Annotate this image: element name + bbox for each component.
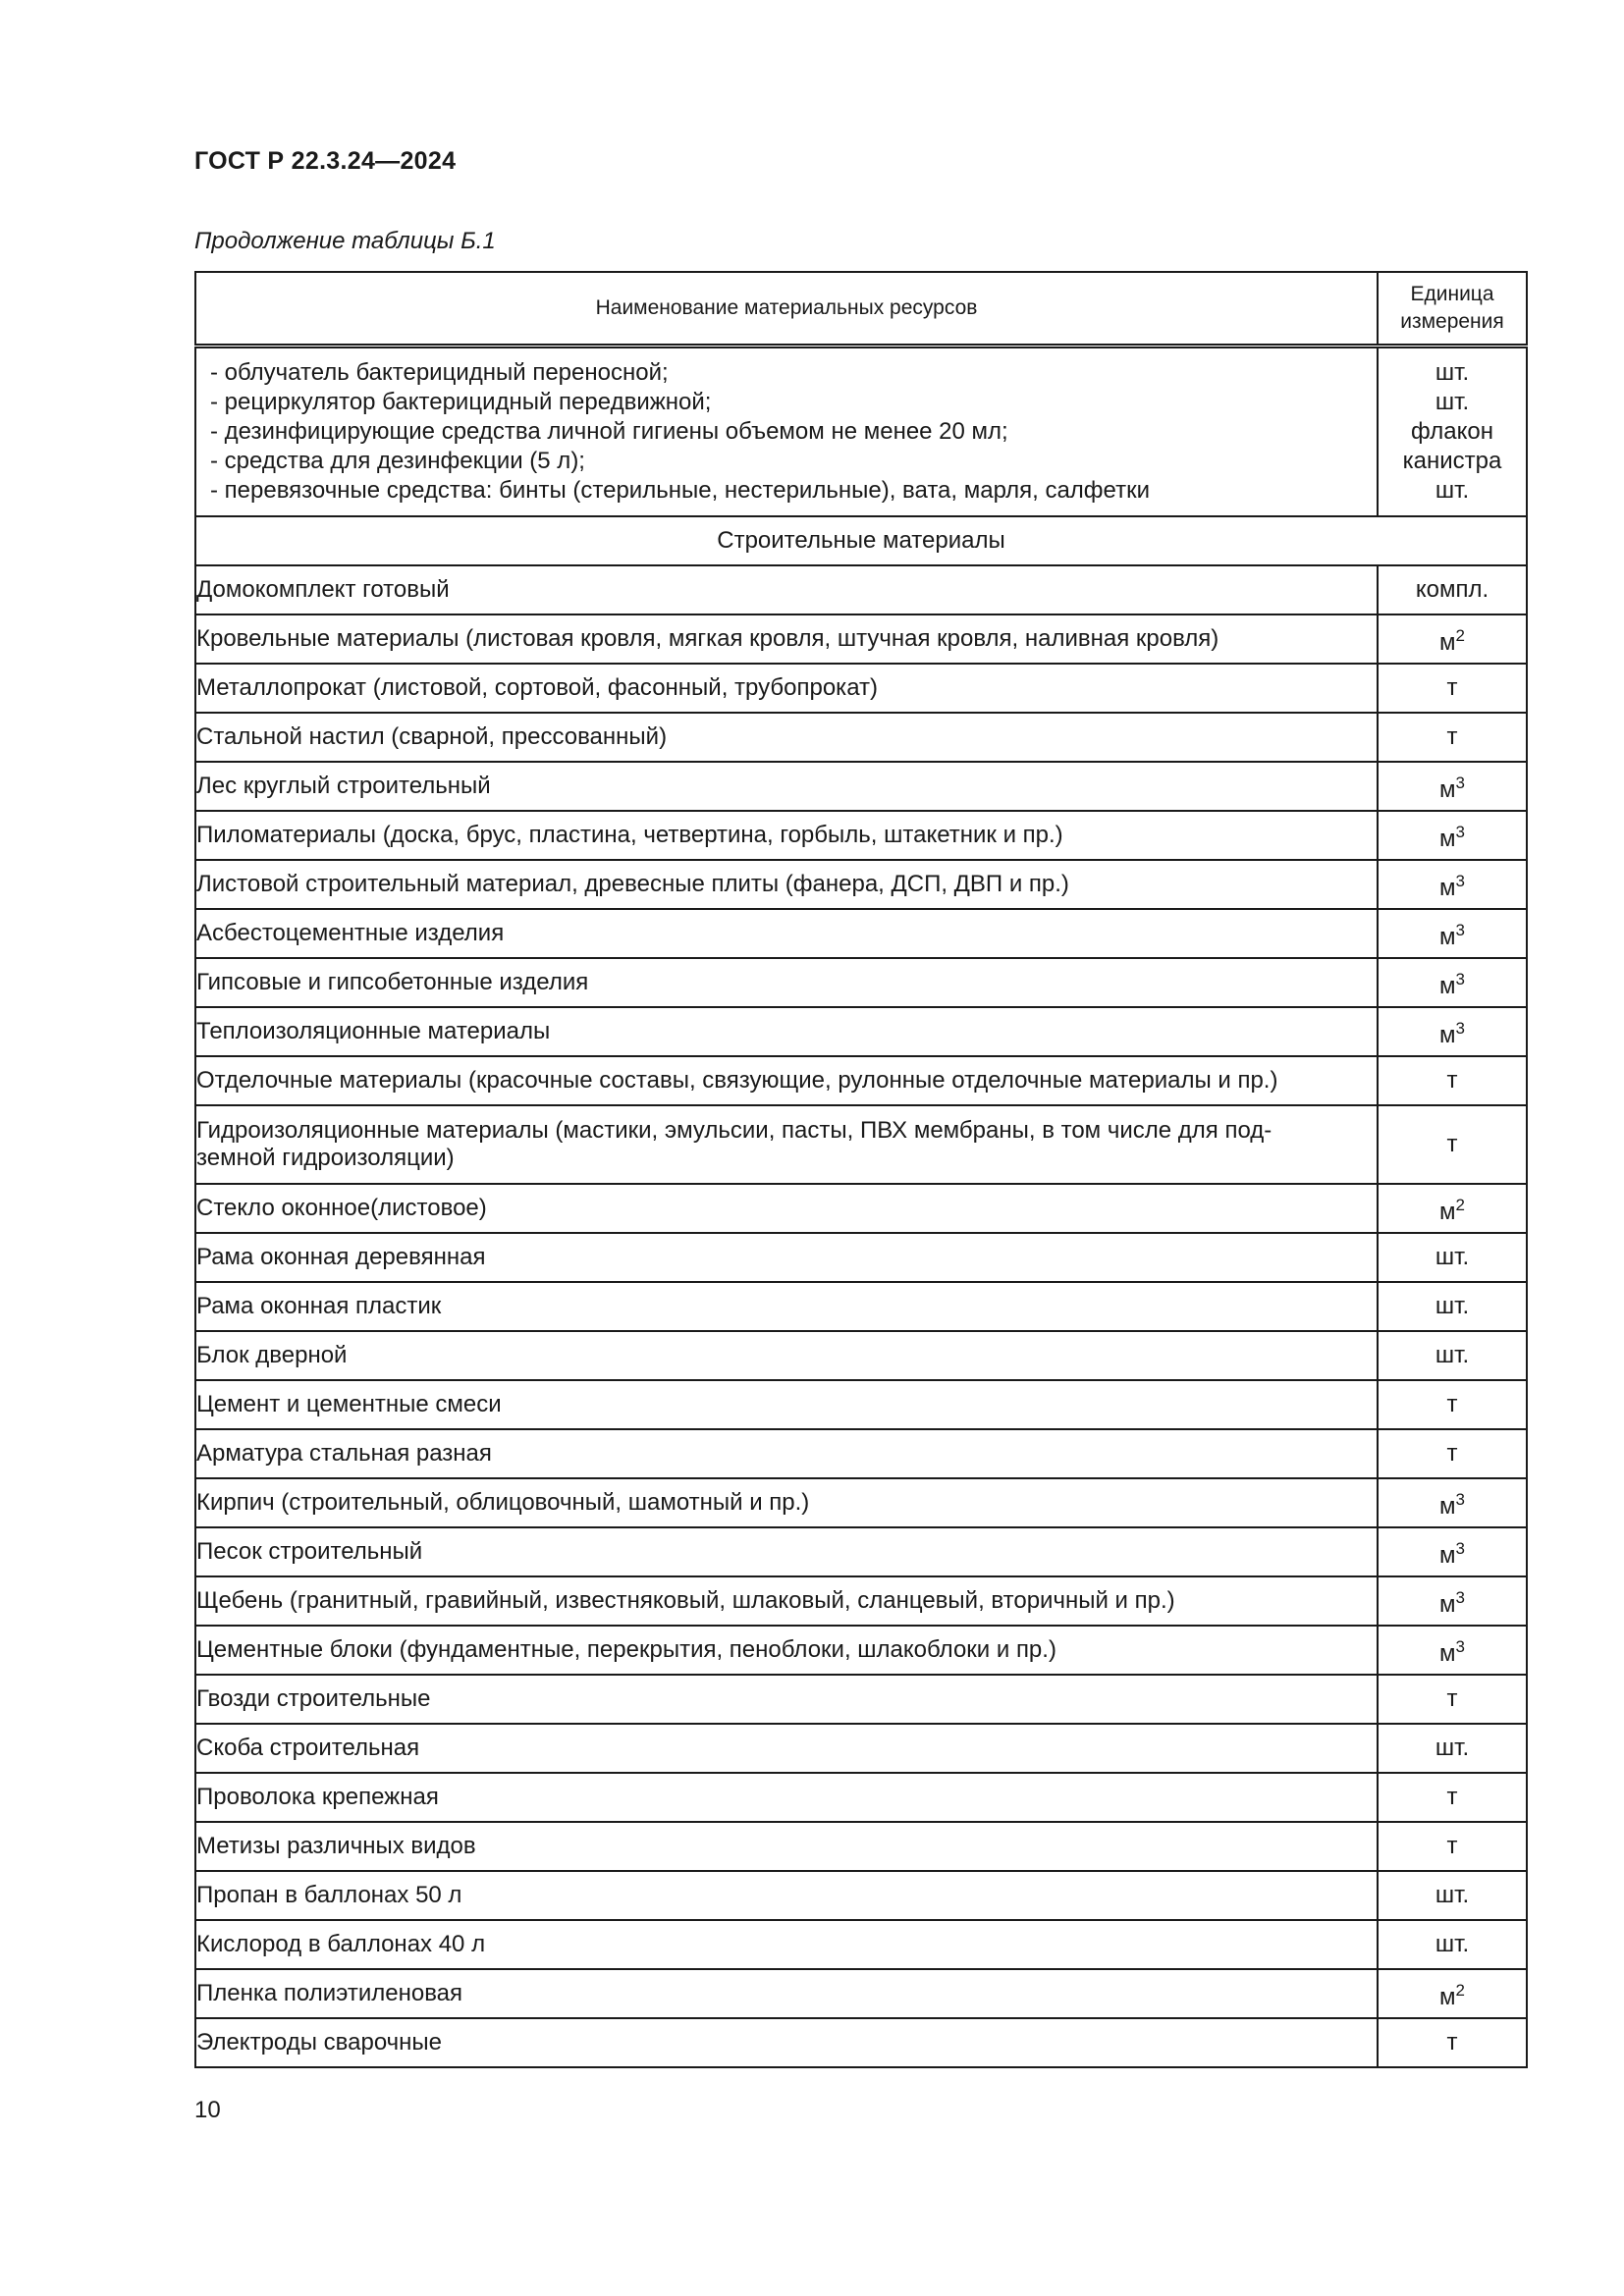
table-row <box>195 1282 1527 1331</box>
material-name: Отделочные материалы (красочные составы, связующие, рулонные отделочные материалы и пр.) <box>195 1056 1378 1105</box>
unit-exponent: 3 <box>1455 1587 1465 1607</box>
first-row-name: - средства для дезинфекции (5 л); <box>210 448 585 474</box>
unit-value: м <box>1439 923 1456 950</box>
unit-value: т <box>1446 674 1458 701</box>
table-row <box>195 1331 1527 1380</box>
first-row-name: - облучатель бактерицидный переносной; <box>210 359 669 386</box>
table-row <box>195 1626 1527 1675</box>
unit-cell <box>1378 1056 1527 1105</box>
unit-cell <box>1378 1576 1527 1626</box>
unit-cell <box>1378 1969 1527 2018</box>
table-row <box>195 1184 1527 1233</box>
unit-value: м <box>1439 1983 1456 2010</box>
table-row <box>195 811 1527 860</box>
unit-cell <box>1378 909 1527 958</box>
unit-exponent: 3 <box>1455 1538 1465 1558</box>
table-row <box>195 1527 1527 1576</box>
unit-cell <box>1378 565 1527 614</box>
unit-cell <box>1378 1626 1527 1675</box>
unit-value: т <box>1446 1440 1458 1467</box>
first-row-unit: шт. <box>1435 477 1470 504</box>
material-name: Гипсовые и гипсобетонные изделия <box>195 958 1378 1007</box>
unit-cell <box>1378 1527 1527 1576</box>
unit-cell <box>1378 2018 1527 2067</box>
unit-cell <box>1378 1675 1527 1724</box>
unit-value: т <box>1446 1685 1458 1712</box>
unit-exponent: 3 <box>1455 1018 1465 1038</box>
unit-value: м <box>1439 628 1456 656</box>
material-name: Блок дверной <box>195 1331 1378 1380</box>
unit-cell <box>1378 811 1527 860</box>
material-name-line: земной гидроизоляции) <box>196 1145 455 1171</box>
table-row <box>195 1576 1527 1626</box>
table-row <box>195 614 1527 664</box>
material-name: Кислород в баллонах 40 л <box>195 1920 1378 1969</box>
unit-cell <box>1378 1380 1527 1429</box>
unit-value: т <box>1446 2029 1458 2056</box>
material-name: Гвозди строительные <box>195 1675 1378 1724</box>
unit-exponent: 3 <box>1455 773 1465 792</box>
unit-cell <box>1378 1429 1527 1478</box>
unit-value: м <box>1439 1492 1456 1520</box>
table-row <box>195 1969 1527 2018</box>
unit-exponent: 2 <box>1455 1195 1465 1214</box>
material-name: Листовой строительный материал, древесные плиты (фанера, ДСП, ДВП и пр.) <box>195 860 1378 909</box>
table-row <box>195 1920 1527 1969</box>
unit-cell <box>1378 1282 1527 1331</box>
table-row <box>195 1675 1527 1724</box>
material-name <box>195 1105 1378 1184</box>
material-name: Стекло оконное(листовое) <box>195 1184 1378 1233</box>
unit-exponent: 3 <box>1455 1636 1465 1656</box>
material-name: Рама оконная деревянная <box>195 1233 1378 1282</box>
first-row-unit: шт. <box>1435 359 1470 386</box>
material-name: Проволока крепежная <box>195 1773 1378 1822</box>
material-name: Песок строительный <box>195 1527 1378 1576</box>
material-name: Щебень (гранитный, гравийный, известняковый, шлаковый, сланцевый, вторичный и пр.) <box>195 1576 1378 1626</box>
unit-cell <box>1378 958 1527 1007</box>
table-row <box>195 1380 1527 1429</box>
material-name: Рама оконная пластик <box>195 1282 1378 1331</box>
first-row-name: - перевязочные средства: бинты (стерильные, нестерильные), вата, марля, салфетки <box>210 477 1150 504</box>
material-name: Пиломатериалы (доска, брус, пластина, четвертина, горбыль, штакетник и пр.) <box>195 811 1378 860</box>
unit-exponent: 3 <box>1455 1489 1465 1509</box>
unit-value: шт. <box>1435 1931 1470 1957</box>
unit-cell <box>1378 762 1527 811</box>
table-row <box>195 1429 1527 1478</box>
unit-cell <box>1378 614 1527 664</box>
first-row-unit: флакон <box>1411 418 1493 445</box>
unit-value: м <box>1439 825 1456 852</box>
material-name: Цементные блоки (фундаментные, перекрытия, пеноблоки, шлакоблоки и пр.) <box>195 1626 1378 1675</box>
unit-cell <box>1378 1871 1527 1920</box>
first-row-name: - дезинфицирующие средства личной гигиены объемом не менее 20 мл; <box>210 418 1008 445</box>
unit-value: м <box>1439 972 1456 999</box>
unit-value: т <box>1446 1784 1458 1810</box>
unit-value: м <box>1439 874 1456 901</box>
unit-exponent: 3 <box>1455 871 1465 890</box>
unit-exponent: 3 <box>1455 822 1465 841</box>
unit-cell <box>1378 1822 1527 1871</box>
table-row <box>195 958 1527 1007</box>
unit-exponent: 3 <box>1455 969 1465 988</box>
unit-value: шт. <box>1435 1244 1470 1270</box>
unit-cell <box>1378 1184 1527 1233</box>
header-unit <box>1378 272 1527 347</box>
table-row <box>195 2018 1527 2067</box>
unit-cell <box>1378 713 1527 762</box>
unit-value: компл. <box>1415 576 1489 603</box>
unit-value: м <box>1439 1590 1456 1618</box>
document-header: ГОСТ Р 22.3.24—2024 <box>194 147 457 175</box>
unit-value: шт. <box>1435 1882 1470 1908</box>
material-name: Цемент и цементные смеси <box>195 1380 1378 1429</box>
material-name: Кирпич (строительный, облицовочный, шамотный и пр.) <box>195 1478 1378 1527</box>
header-unit-line2: измерения <box>1400 310 1504 333</box>
material-name: Скоба строительная <box>195 1724 1378 1773</box>
material-name: Стальной настил (сварной, прессованный) <box>195 713 1378 762</box>
material-name: Кровельные материалы (листовая кровля, мягкая кровля, штучная кровля, наливная кровля) <box>195 614 1378 664</box>
unit-value: шт. <box>1435 1735 1470 1761</box>
unit-value: м <box>1439 775 1456 803</box>
table-row <box>195 762 1527 811</box>
unit-value: т <box>1446 1833 1458 1859</box>
section-row <box>195 516 1527 565</box>
material-name: Лес круглый строительный <box>195 762 1378 811</box>
table-row <box>195 1822 1527 1871</box>
unit-cell <box>1378 1920 1527 1969</box>
table-row <box>195 909 1527 958</box>
material-name: Теплоизоляционные материалы <box>195 1007 1378 1056</box>
unit-cell <box>1378 1105 1527 1184</box>
header-unit-line1: Единица <box>1410 283 1494 305</box>
unit-value: т <box>1446 1391 1458 1417</box>
table-caption: Продолжение таблицы Б.1 <box>194 228 496 254</box>
unit-value: м <box>1439 1639 1456 1667</box>
table-row <box>195 1724 1527 1773</box>
table-row <box>195 1105 1527 1184</box>
first-row-units <box>1378 347 1527 517</box>
unit-value: т <box>1446 1067 1458 1094</box>
unit-value: м <box>1439 1541 1456 1569</box>
material-name-line: Гидроизоляционные материалы (мастики, эмульсии, пасты, ПВХ мембраны, в том числе для под- <box>196 1117 1272 1144</box>
table-row <box>195 860 1527 909</box>
table-row <box>195 1871 1527 1920</box>
section-title: Строительные материалы <box>195 516 1527 565</box>
unit-cell <box>1378 1233 1527 1282</box>
unit-value: шт. <box>1435 1342 1470 1368</box>
material-name: Металлопрокат (листовой, сортовой, фасонный, трубопрокат) <box>195 664 1378 713</box>
first-row-name: - рециркулятор бактерицидный передвижной; <box>210 389 712 415</box>
unit-cell <box>1378 860 1527 909</box>
unit-cell <box>1378 1478 1527 1527</box>
unit-value: м <box>1439 1021 1456 1048</box>
unit-value: м <box>1439 1198 1456 1225</box>
table-row <box>195 664 1527 713</box>
table-row <box>195 565 1527 614</box>
material-name: Метизы различных видов <box>195 1822 1378 1871</box>
page-number: 10 <box>194 2097 221 2123</box>
table-row <box>195 1773 1527 1822</box>
material-name: Пленка полиэтиленовая <box>195 1969 1378 2018</box>
unit-exponent: 2 <box>1455 1980 1465 2000</box>
table-row <box>195 1056 1527 1105</box>
table-row <box>195 713 1527 762</box>
unit-value: т <box>1446 1131 1458 1157</box>
table-header-row <box>195 272 1527 347</box>
material-name: Пропан в баллонах 50 л <box>195 1871 1378 1920</box>
first-row-names <box>195 347 1378 517</box>
unit-cell <box>1378 1773 1527 1822</box>
unit-exponent: 3 <box>1455 920 1465 939</box>
table-row <box>195 1478 1527 1527</box>
table-row <box>195 1233 1527 1282</box>
materials-table <box>194 271 1528 2068</box>
table-row <box>195 1007 1527 1056</box>
unit-cell <box>1378 1007 1527 1056</box>
material-name: Асбестоцементные изделия <box>195 909 1378 958</box>
first-row-unit: канистра <box>1402 448 1502 474</box>
material-name: Домокомплект готовый <box>195 565 1378 614</box>
unit-value: т <box>1446 723 1458 750</box>
first-row-unit: шт. <box>1435 389 1470 415</box>
material-name: Арматура стальная разная <box>195 1429 1378 1478</box>
header-name: Наименование материальных ресурсов <box>195 272 1378 347</box>
unit-cell <box>1378 1724 1527 1773</box>
unit-cell <box>1378 1331 1527 1380</box>
unit-value: шт. <box>1435 1293 1470 1319</box>
material-name: Электроды сварочные <box>195 2018 1378 2067</box>
unit-exponent: 2 <box>1455 625 1465 645</box>
unit-cell <box>1378 664 1527 713</box>
table-row <box>195 347 1527 517</box>
